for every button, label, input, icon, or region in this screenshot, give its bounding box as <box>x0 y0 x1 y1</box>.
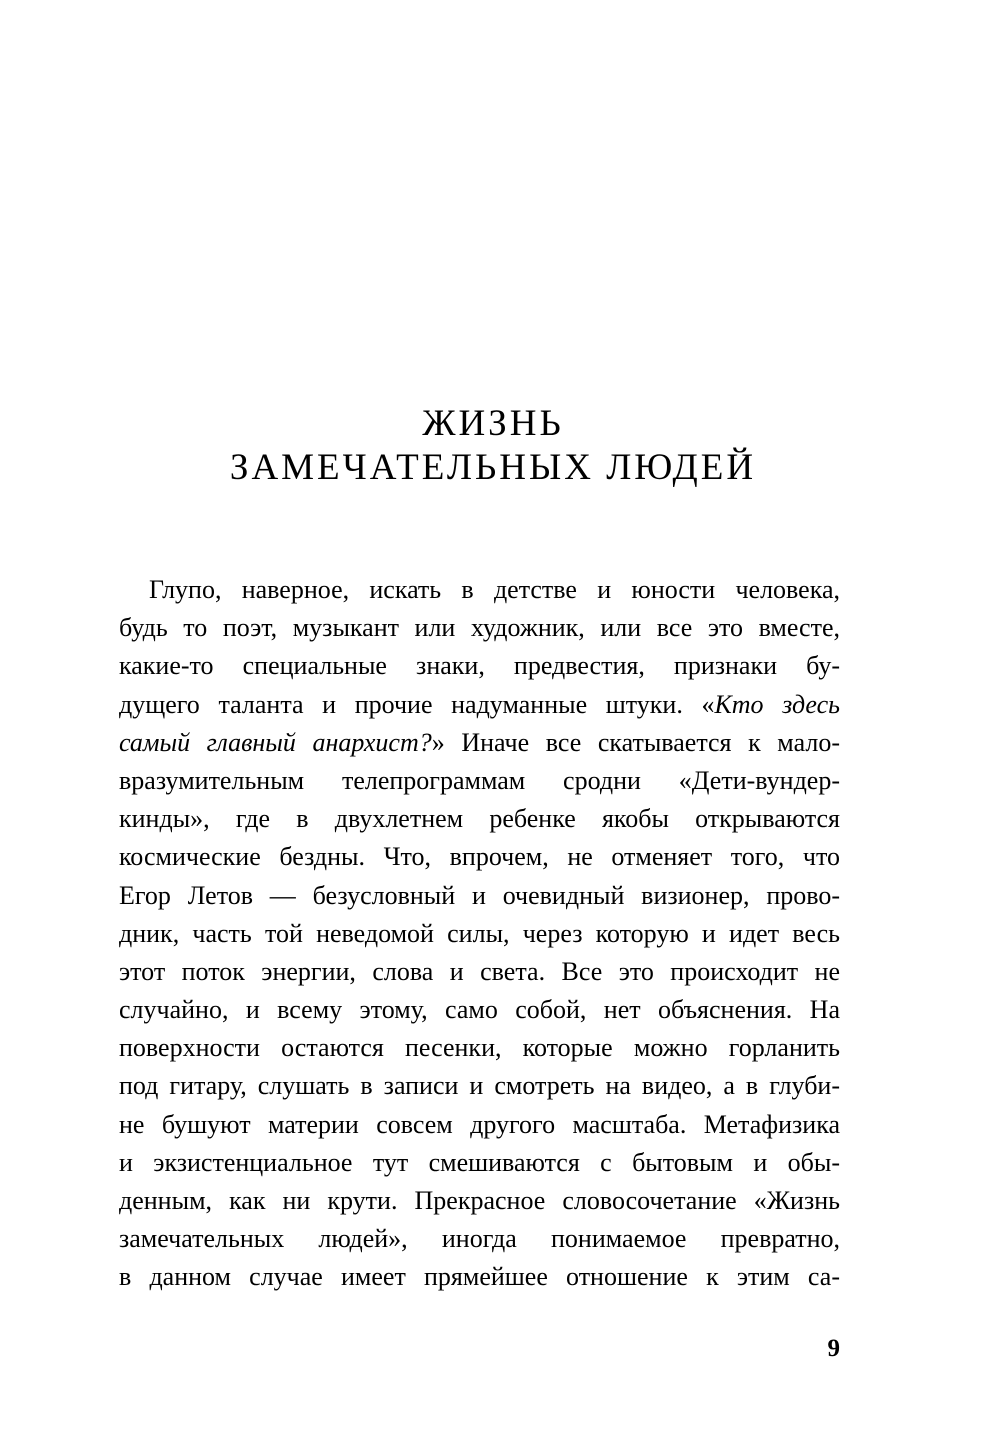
text-line: этот поток энергии, слова и света. Все это происходит не <box>119 956 840 986</box>
text-line: кинды», где в двухлетнем ребенке якобы открываются <box>119 804 840 834</box>
text-line: дник, часть той неведомой силы, через которую и идет весь <box>119 918 840 948</box>
text-line: Глупо, наверное, искать в детстве и юности человека, <box>149 575 840 604</box>
text-line: вразумительным телепрограммам сродни «Дети-вундер- <box>119 765 840 795</box>
text-line: денным, как ни крути. Прекрасное словосочетание «Жизнь <box>119 1186 840 1215</box>
italic-quote: самый главный анархист? <box>119 727 432 757</box>
text-line <box>119 724 840 762</box>
text-line: Егор Летов — безусловный и очевидный визионер, прово- <box>119 880 840 910</box>
text-line: под гитару, слушать в записи и смотреть на видео, а в глуби- <box>119 1071 840 1101</box>
text-line: будь то поэт, музыкант или художник, или все это вместе, <box>119 613 840 643</box>
page-number: 9 <box>827 1335 840 1362</box>
text-line: поверхности остаются песенки, которые можно горланить <box>119 1033 840 1063</box>
text-line: в данном случае имеет прямейшее отношение к этим са- <box>119 1262 840 1292</box>
italic-quote: Кто здесь <box>714 689 841 719</box>
text-line: космические бездны. Что, впрочем, не отменяет того, что <box>119 842 840 872</box>
body-paragraph <box>119 571 840 1297</box>
text-line: случайно, и всему этому, само собой, нет объяснения. На <box>119 995 840 1025</box>
text-line: какие-то специальные знаки, предвестия, признаки бу- <box>119 651 840 681</box>
text-line <box>119 686 840 724</box>
chapter-title-line-1: ЖИЗНЬ <box>422 403 564 444</box>
text-line: не бушуют материи совсем другого масштаба. Метафизика <box>119 1109 840 1139</box>
text-segment: дущего таланта и прочие надуманные штуки. « <box>119 689 715 719</box>
text-segment: » Иначе все скатывается к мало- <box>431 727 840 757</box>
text-line: и экзистенциальное тут смешиваются с бытовым и обы- <box>119 1147 840 1177</box>
chapter-title-line-2: ЗАМЕЧАТЕЛЬНЫХ ЛЮДЕЙ <box>229 447 757 488</box>
chapter-title <box>0 402 986 490</box>
text-line: замечательных людей», иногда понимаемое превратно, <box>119 1224 840 1254</box>
